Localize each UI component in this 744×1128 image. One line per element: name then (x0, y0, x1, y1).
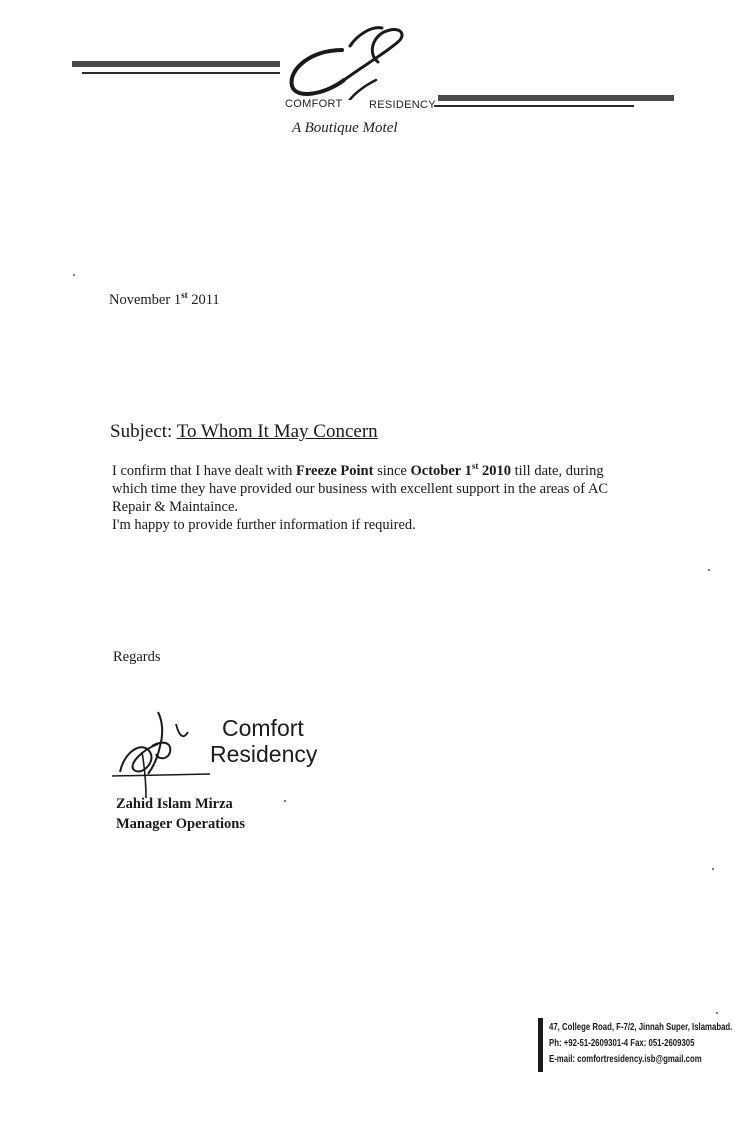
since-date: October 1 (410, 463, 472, 479)
body-text-a: I confirm that I have dealt with (112, 463, 297, 479)
date-suffix: st (181, 290, 188, 301)
brand-name-left: COMFORT (285, 98, 343, 110)
body-line-2: which time they have provided our business with excellent support in the areas of AC (112, 481, 609, 497)
stamp-text (210, 715, 317, 767)
footer-phone: Ph: +92-51-2609301-4 Fax: 051-2609305 (549, 1038, 695, 1049)
subject-title: To Whom It May Concern (176, 421, 378, 442)
header-rule-left-thick (72, 61, 280, 67)
letter-subject (110, 421, 378, 443)
signer-title: Manager Operations (116, 816, 246, 832)
brand-name-right: RESIDENCY (369, 99, 436, 111)
brand-tagline: A Boutique Motel (292, 120, 398, 136)
footer-email: E-mail: comfortresidency.isb@gmail.com (549, 1054, 702, 1065)
body-line-4: I'm happy to provide further information if required. (112, 517, 416, 533)
stamp-line-comfort: Comfort (222, 715, 304, 741)
header-rule-right-thick (438, 95, 674, 101)
scan-speck (73, 274, 75, 276)
company-name: Freeze Point (296, 463, 374, 479)
scan-speck (712, 868, 714, 870)
letter-date (109, 291, 220, 309)
comfort-residency-logo-icon (280, 20, 410, 100)
scan-speck (716, 1012, 718, 1014)
since-year: 2010 (478, 463, 511, 479)
body-line-1 (112, 462, 672, 480)
footer-contact (549, 1020, 732, 1068)
regards-text: Regards (113, 649, 161, 665)
body-text-c: till date, during (510, 463, 604, 479)
footer-bar (538, 1018, 543, 1072)
date-year: 2011 (191, 292, 220, 308)
stamp-line-residency: Residency (210, 741, 318, 767)
body-line-3: Repair & Maintaince. (112, 499, 239, 515)
signature-icon (112, 702, 212, 802)
letter-body (112, 462, 672, 534)
footer-address: 47, College Road, F-7/2, Jinnah Super, Islamabad. (549, 1022, 733, 1033)
signer-block (116, 794, 245, 834)
body-text-b: since (373, 463, 411, 479)
header-rule-left-thin (82, 72, 280, 74)
date-month-day: November 1 (109, 292, 182, 308)
signer-name: Zahid Islam Mirza (116, 796, 233, 812)
scan-speck (708, 569, 710, 571)
subject-label: Subject: (110, 421, 173, 442)
header-rule-right-thin (434, 105, 634, 107)
since-suffix: st (471, 461, 479, 472)
scan-speck (284, 800, 286, 802)
